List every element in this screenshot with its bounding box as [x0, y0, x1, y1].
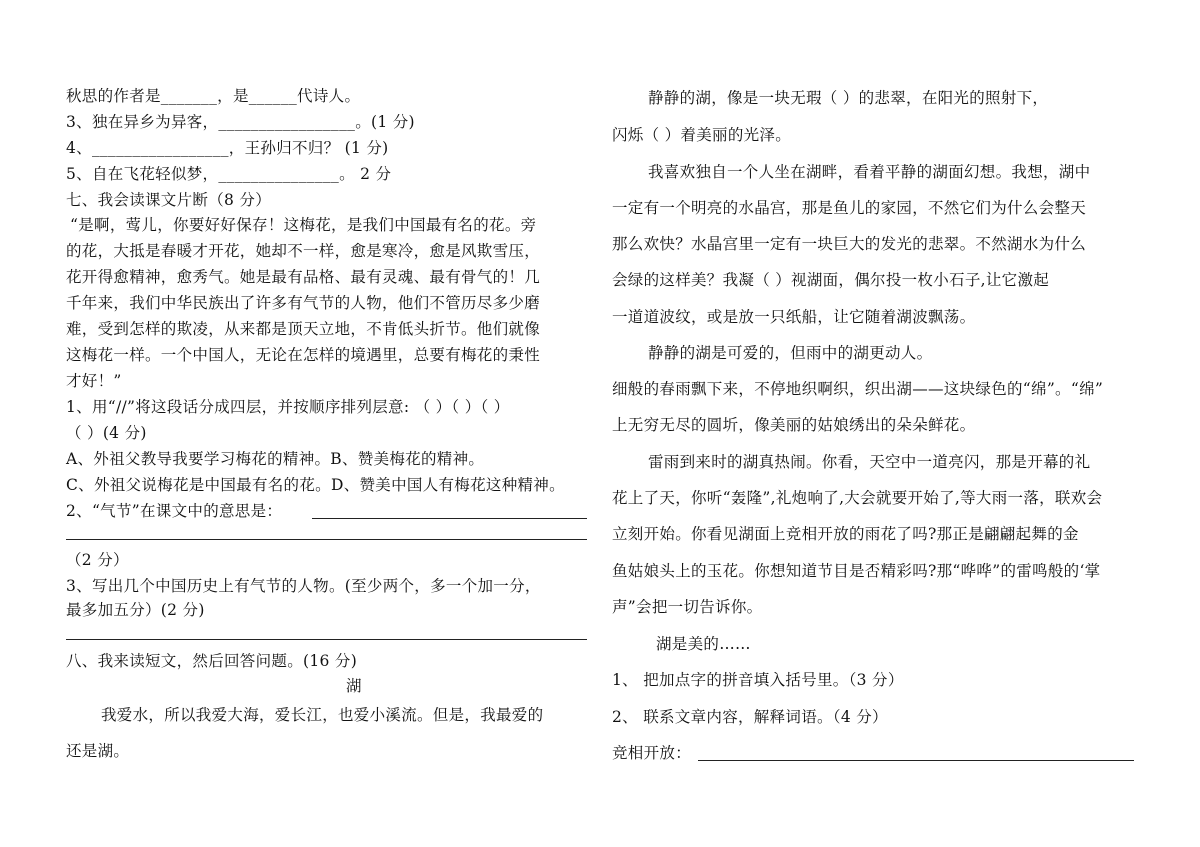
story-line: 那么欢快？水晶宫里一定有一块巨大的发光的悲翠。不然湖水为什么	[612, 235, 1087, 253]
passage-line: 花开得愈精神，愈秀气。她是最有品格、最有灵魂、最有骨气的！几	[66, 268, 541, 286]
story-line: 立刻开始。你看见湖面上竞相开放的雨花了吗?那正是翩翩起舞的金	[612, 525, 1079, 543]
story-line: 上无穷无尽的圆圻，像美丽的姑娘绣出的朵朵鲜花。	[612, 416, 976, 434]
passage-line: 才好！”	[66, 372, 122, 390]
passage-line: 难，受到怎样的欺凌，从来都是顶天立地，不肯低头折节。他们就像	[66, 320, 541, 338]
story-line: 一道道波纹，或是放一只纸船，让它随着湖波飘荡。	[612, 308, 976, 326]
question-3-prompt: 3、写出几个中国历史上有气节的人物。(至少两个，多一个加一分，	[66, 577, 541, 595]
story-line: 我爱水，所以我爱大海，爱长江，也爱小溪流。但是，我最爱的	[101, 706, 544, 724]
story-line: 一定有一个明亮的水晶宫，那是鱼儿的家园，不然它们为什么会整天	[612, 199, 1087, 217]
poem-question-5: 5、自在飞花轻似梦，_______________。 2 分	[66, 165, 392, 183]
section-8-title: 八、我来读短文，然后回答问题。(16 分)	[66, 652, 358, 670]
section-7-title: 七、我会读课文片断（8 分）	[66, 191, 271, 209]
story-line: 还是湖。	[66, 742, 130, 760]
story-line: 闪烁（ ）着美丽的光泽。	[612, 126, 792, 144]
question-3-prompt-cont: 最多加五分）(2 分)	[66, 601, 205, 619]
story-line: 声”会把一切告诉你。	[612, 598, 763, 616]
options-a-b: A、外祖父教导我要学习梅花的精神。B、赞美梅花的精神。	[66, 450, 485, 468]
question-1-prompt: 1、 把加点字的拼音填入括号里。（3 分）	[612, 671, 904, 689]
answer-line	[66, 639, 587, 640]
story-line: 雷雨到来时的湖真热闹。你看，天空中一道亮闪，那是开幕的礼	[648, 453, 1091, 471]
story-line: 花上了天，你听“轰隆”,礼炮响了,大会就要开始了,等大雨一落，联欢会	[612, 489, 1103, 507]
story-line: 静静的湖，像是一块无瑕（ ）的悲翠，在阳光的照射下，	[648, 89, 1049, 107]
story-line: 湖是美的……	[656, 635, 751, 653]
passage-line: 千年来，我们中华民族出了许多有气节的人物，他们不管历尽多少磨	[66, 294, 541, 312]
story-line: 我喜欢独自一个人坐在湖畔，看着平静的湖面幻想。我想，湖中	[648, 163, 1091, 181]
question-1-prompt: 1、用“//”将这段话分成四层，并按顺序排列层意: （ ）（ ）（ ）	[66, 398, 510, 416]
poem-question-3: 3、独在异乡为异客，_________________。(1 分)	[66, 113, 415, 131]
story-line: 会绿的这样美？我凝（ ）视湖面，偶尔投一枚小石子,让它激起	[612, 271, 1050, 289]
question-1-prompt-cont: （ ）(4 分)	[66, 424, 147, 442]
question-2-prompt: 2、“气节”在课文中的意思是：	[66, 502, 283, 520]
vocab-question: 竞相开放：	[612, 744, 692, 762]
answer-line	[698, 760, 1134, 761]
passage-line: “是啊，莺儿，你要好好保存！这梅花，是我们中国最有名的花。旁	[70, 216, 537, 234]
answer-line	[66, 539, 587, 540]
question-2-score: （2 分）	[66, 551, 129, 569]
question-2-prompt: 2、 联系文章内容，解释词语。（4 分）	[612, 708, 888, 726]
passage-line: 的花，大抵是春暖才开花，她却不一样，愈是寒冷，愈是风欺雪压，	[66, 242, 541, 260]
passage-line: 这梅花一样。一个中国人，无论在怎样的境遇里，总要有梅花的秉性	[66, 346, 541, 364]
story-line: 细般的春雨飘下来，不停地织啊织，织出湖——这块绿色的“绵”。“绵”	[612, 380, 1104, 398]
options-c-d: C、外祖父说梅花是中国最有名的花。D、赞美中国人有梅花这种精神。	[66, 476, 565, 494]
story-line: 静静的湖是可爱的，但雨中的湖更动人。	[648, 344, 933, 362]
poem-question-author: 秋思的作者是_______，是______代诗人。	[66, 87, 361, 105]
story-line: 鱼姑娘头上的玉花。你想知道节目是否精彩吗?那“哗哗”的雷鸣般的‘掌	[612, 562, 1101, 580]
poem-question-4: 4、_________________，王孙归不归？ (1 分)	[66, 139, 389, 157]
answer-line	[312, 518, 587, 519]
story-title: 湖	[346, 677, 362, 695]
